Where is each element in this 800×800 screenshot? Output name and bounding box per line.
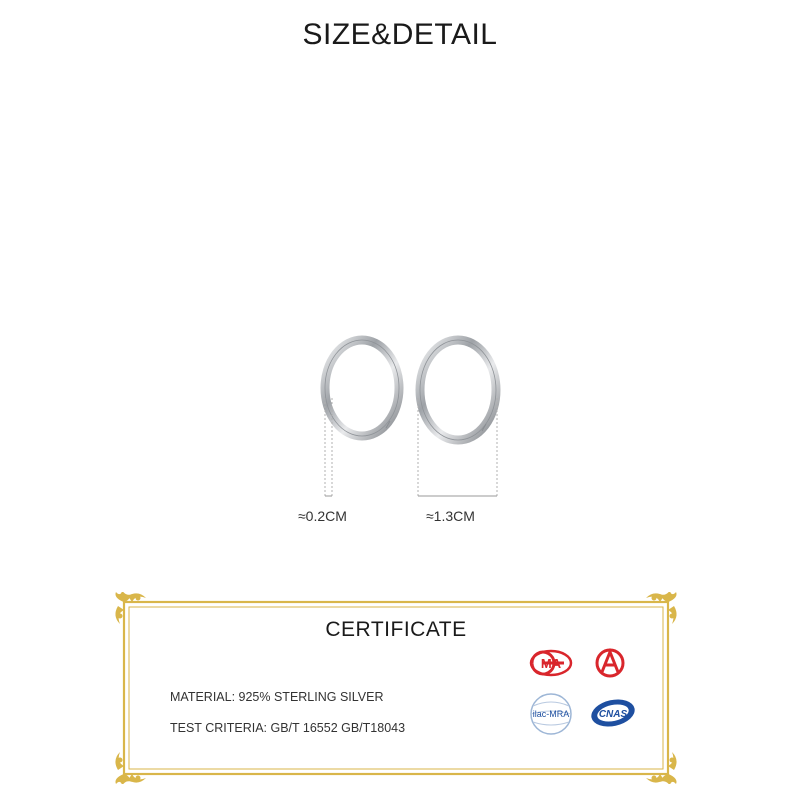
cnas-logo-icon [588,696,638,735]
left-hoop-earring [325,340,399,436]
ilac-mra-logo-icon [524,692,578,741]
svg-text:CNAS: CNAS [598,709,628,720]
cma-logo-icon [528,648,574,683]
certificate-panel [110,592,682,784]
ca-logo-icon [588,646,632,685]
page-title: SIZE&DETAIL [302,18,498,51]
svg-text:ilac-MRA: ilac-MRA [532,709,570,719]
material-line: MATERIAL: 925% STERLING SILVER [170,690,384,704]
diameter-dimension-guide [418,398,497,496]
thickness-label: ≈0.2CM [298,508,347,524]
certificate-title: CERTIFICATE [325,618,467,641]
test-criteria-line: TEST CRITERIA: GB/T 16552 GB/T18043 [170,721,406,735]
diameter-label: ≈1.3CM [426,508,475,524]
svg-text:MA: MA [540,656,562,671]
right-hoop-earring [420,340,496,440]
